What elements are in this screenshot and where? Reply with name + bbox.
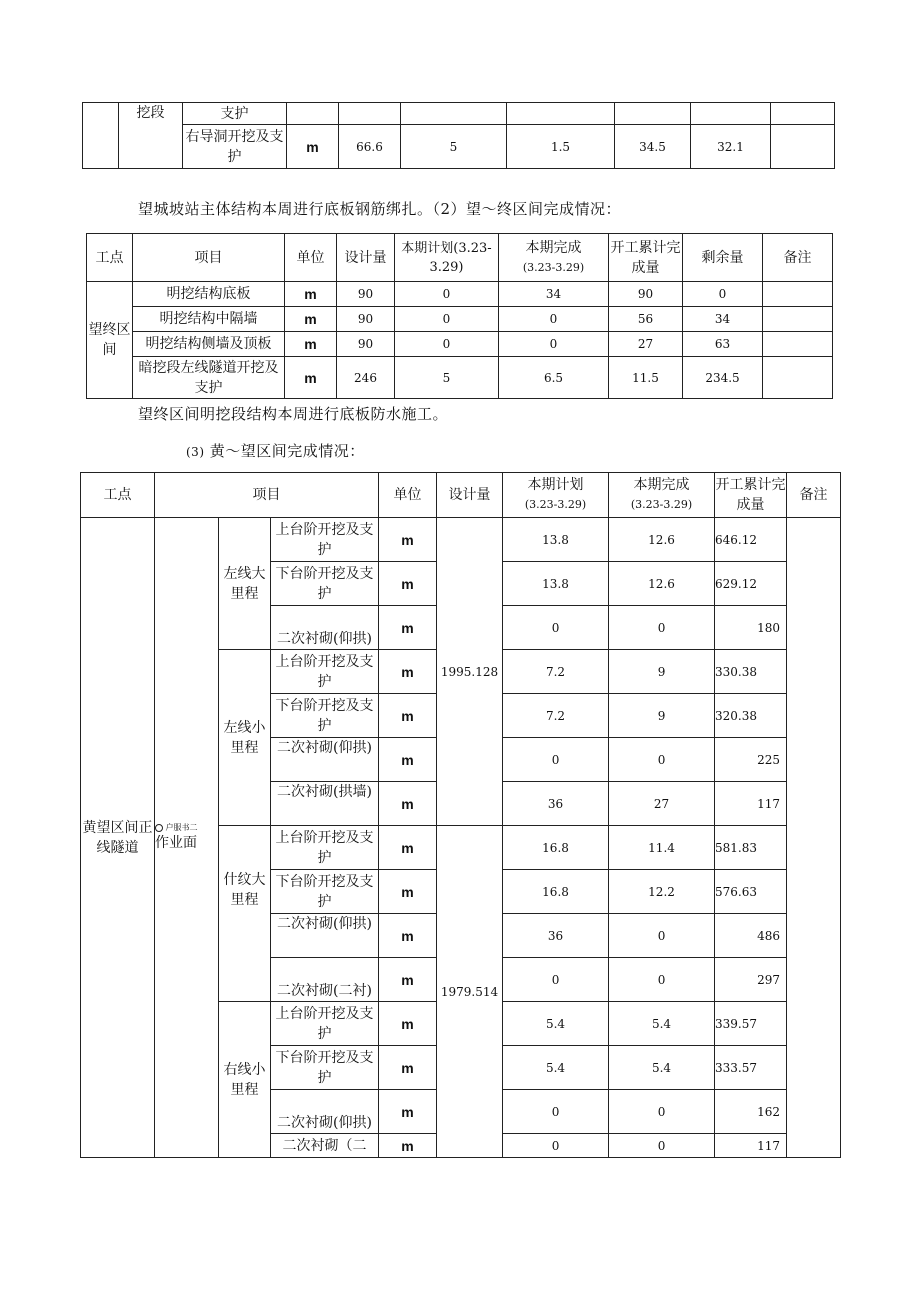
unit-cell: m [379,738,437,782]
site-cell: 黄望区间正线隧道 [81,518,155,1158]
done-cell: 0 [609,738,715,782]
item-cell: 二次衬砌(仰拱) [271,1090,379,1134]
group-cell: 什纹大里程 [219,826,271,1002]
note-cell [763,332,833,357]
item-cell: 二次衬砌(仰拱) [271,738,379,782]
plan-cell [401,103,507,125]
header-unit: 单位 [379,473,437,518]
cum-cell: 117 [715,782,787,826]
done-cell: 12.2 [609,870,715,914]
table-row [87,357,833,399]
item-cell: 上台阶开挖及支护 [271,518,379,562]
unit-cell: m [379,1134,437,1158]
unit-cell: m [379,606,437,650]
design-cell: 66.6 [339,125,401,169]
unit-cell: m [379,518,437,562]
design-cell: 90 [337,282,395,307]
plan-cell: 7.2 [503,694,609,738]
unit-cell: m [287,125,339,169]
heading-text: 黄～望区间完成情况： [209,442,365,460]
rem-cell: 63 [683,332,763,357]
stamp-mark [155,823,218,833]
design-cell: 246 [337,357,395,399]
done-cell [507,103,615,125]
unit-cell: m [285,307,337,332]
done-cell: 0 [609,1090,715,1134]
item-cell: 上台阶开挖及支护 [271,826,379,870]
design-cell [339,103,401,125]
group-cell: 左线大里程 [219,518,271,650]
header-done-label: 本期完成 [633,477,690,493]
done-cell: 1.5 [507,125,615,169]
site-cell: 望终区间 [87,282,133,399]
done-cell: 11.4 [609,826,715,870]
done-cell: 27 [609,782,715,826]
table-header-row [87,234,833,282]
plan-cell: 5.4 [503,1002,609,1046]
cum-cell: 27 [609,332,683,357]
header-done-period: (3.23-3.29) [522,260,585,274]
heading-number: (3) [186,445,205,459]
plan-cell: 0 [503,606,609,650]
done-cell: 5.4 [609,1046,715,1090]
done-cell: 0 [609,606,715,650]
done-cell: 0 [609,1134,715,1158]
item-cell: 明挖结构中隔墙 [133,307,285,332]
cum-cell: 333.57 [715,1046,787,1090]
table-row [87,282,833,307]
header-done-period: (3.23-3.29) [630,498,693,511]
rem-cell: 234.5 [683,357,763,399]
plan-cell: 13.8 [503,518,609,562]
cum-cell: 320.38 [715,694,787,738]
unit-cell: m [285,282,337,307]
header-design: 设计量 [437,473,503,518]
header-done [609,473,715,518]
circle-icon [155,824,163,832]
item-cell: 右导洞开挖及支护 [183,125,287,169]
cum-cell: 629.12 [715,562,787,606]
rem-cell [691,103,771,125]
plan-cell: 0 [395,332,499,357]
unit-cell: m [379,650,437,694]
cum-cell: 162 [715,1090,787,1134]
done-cell: 6.5 [499,357,609,399]
done-cell: 12.6 [609,518,715,562]
unit-cell: m [379,1090,437,1134]
header-site: 工点 [81,473,155,518]
unit-cell: m [379,870,437,914]
table-row [87,307,833,332]
plan-cell: 5.4 [503,1046,609,1090]
plan-cell: 13.8 [503,562,609,606]
header-done [499,234,609,282]
cum-cell [615,103,691,125]
item-cell: 上台阶开挖及支护 [271,1002,379,1046]
note-cell [763,357,833,399]
cum-cell: 339.57 [715,1002,787,1046]
design-cell: 1979.514 [437,826,503,1158]
paragraph-wangchengpo: 望城坡站主体结构本周进行底板钢筋绑扎。（2）望～终区间完成情况： [138,200,622,218]
note-cell [763,307,833,332]
done-cell: 0 [499,332,609,357]
plan-cell: 36 [503,914,609,958]
stamp-text: 户服书二 [165,822,198,832]
plan-cell: 0 [503,1134,609,1158]
done-cell: 5.4 [609,1002,715,1046]
cum-cell: 646.12 [715,518,787,562]
plan-cell: 36 [503,782,609,826]
done-cell: 0 [499,307,609,332]
header-site: 工点 [87,234,133,282]
cum-cell: 297 [715,958,787,1002]
item-cell: 下台阶开挖及支护 [271,694,379,738]
table-row [83,125,835,169]
cum-cell: 117 [715,1134,787,1158]
header-plan-period: (3.23-3.29) [524,498,587,511]
item-cell: 下台阶开挖及支护 [271,562,379,606]
cum-cell: 330.38 [715,650,787,694]
cum-cell: 34.5 [615,125,691,169]
plan-cell: 0 [503,958,609,1002]
header-note: 备注 [787,473,841,518]
header-item: 项目 [155,473,379,518]
done-cell: 0 [609,958,715,1002]
item-cell: 二次衬砌(拱墙) [271,782,379,826]
cum-cell: 90 [609,282,683,307]
paragraph-huangwang-heading [186,440,365,461]
item-cell: 明挖结构底板 [133,282,285,307]
done-cell: 34 [499,282,609,307]
plan-cell: 0 [503,1090,609,1134]
unit-cell: m [379,562,437,606]
table-continuation [82,102,835,169]
rem-cell: 0 [683,282,763,307]
unit-cell: m [379,782,437,826]
item-cell: 下台阶开挖及支护 [271,870,379,914]
table-huangwang [80,472,841,1158]
table-row [81,518,841,562]
header-rem: 剩余量 [683,234,763,282]
group-cell: 右线小里程 [219,1002,271,1158]
group-cell: 左线小里程 [219,650,271,826]
plan-cell: 0 [395,307,499,332]
header-cum: 开工累计完成量 [715,473,787,518]
unit-cell: m [379,694,437,738]
header-note: 备注 [763,234,833,282]
plan-cell: 7.2 [503,650,609,694]
unit-cell: m [285,332,337,357]
item-cell: 二次衬砌（二 [271,1134,379,1158]
header-plan: 本期计划(3.23-3.29) [395,234,499,282]
cum-cell: 486 [715,914,787,958]
plan-cell: 5 [395,357,499,399]
header-unit: 单位 [285,234,337,282]
unit-cell: m [379,958,437,1002]
item-cell: 上台阶开挖及支护 [271,650,379,694]
item-cell: 二次衬砌(仰拱) [271,914,379,958]
table-row [87,332,833,357]
cum-cell: 576.63 [715,870,787,914]
item-cell: 明挖结构侧墙及顶板 [133,332,285,357]
item-cell: 暗挖段左线隧道开挖及支护 [133,357,285,399]
plan-cell: 0 [503,738,609,782]
unit-cell [287,103,339,125]
face-label: 作业面 [155,834,197,851]
design-cell: 90 [337,332,395,357]
header-item: 项目 [133,234,285,282]
header-plan [503,473,609,518]
header-cum: 开工累计完成量 [609,234,683,282]
plan-cell: 0 [395,282,499,307]
header-plan-label: 本期计划 [527,477,584,493]
item-cell: 下台阶开挖及支护 [271,1046,379,1090]
rem-cell: 34 [683,307,763,332]
plan-cell: 16.8 [503,870,609,914]
item-cell: 支护 [183,103,287,125]
item-cell: 二次衬砌(仰拱) [271,606,379,650]
table-header-row [81,473,841,518]
done-cell: 9 [609,650,715,694]
plan-cell: 16.8 [503,826,609,870]
table-wangzhong [86,233,833,399]
done-cell: 12.6 [609,562,715,606]
done-cell: 0 [609,914,715,958]
cum-cell: 180 [715,606,787,650]
note-cell [787,518,841,1158]
unit-cell: m [285,357,337,399]
paragraph-wangzhong-note: 望终区间明挖段结构本周进行底板防水施工。 [138,405,449,423]
design-cell: 90 [337,307,395,332]
unit-cell: m [379,1002,437,1046]
rem-cell: 32.1 [691,125,771,169]
unit-cell: m [379,826,437,870]
table-row [83,103,835,125]
design-cell: 1995.128 [437,518,503,826]
unit-cell: m [379,914,437,958]
header-design: 设计量 [337,234,395,282]
header-done-label: 本期完成 [525,239,582,256]
note-cell [771,103,835,125]
note-cell [763,282,833,307]
face-cell [155,518,219,1158]
cum-cell: 11.5 [609,357,683,399]
plan-cell: 5 [401,125,507,169]
cum-cell: 581.83 [715,826,787,870]
group-cell: 挖段 [119,103,183,169]
note-cell [771,125,835,169]
cum-cell: 225 [715,738,787,782]
site-cell [83,103,119,169]
item-cell: 二次衬砌(二衬) [271,958,379,1002]
done-cell: 9 [609,694,715,738]
unit-cell: m [379,1046,437,1090]
cum-cell: 56 [609,307,683,332]
